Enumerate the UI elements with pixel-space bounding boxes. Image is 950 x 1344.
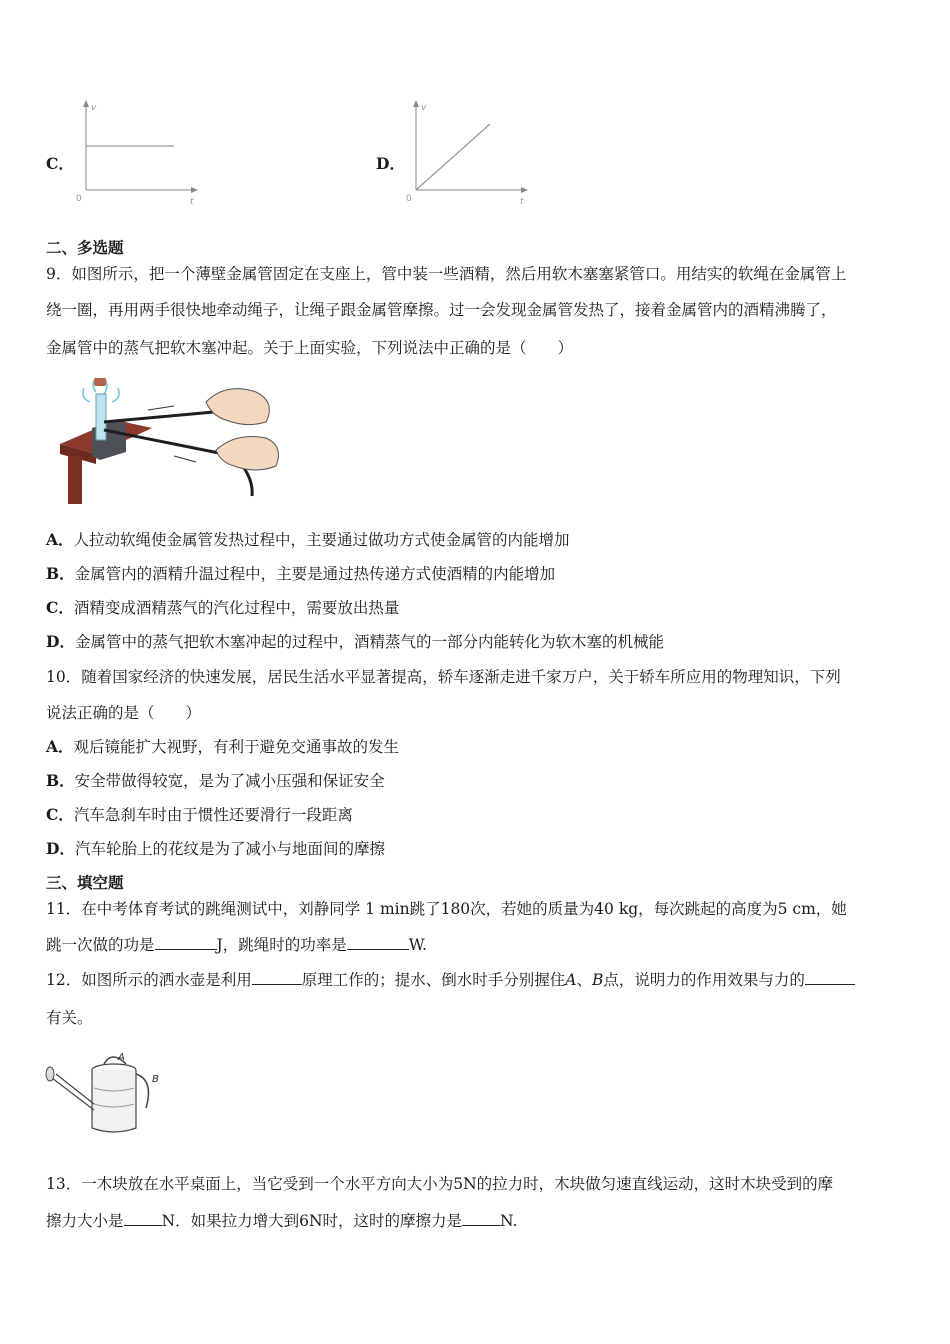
section-2-heading: 二、多选题: [46, 238, 124, 257]
spout-rose: [46, 1067, 54, 1081]
q11-text-line1: 11．在中考体育考试的跳绳测试中，刘静同学 1 min跳了180次，若她的质量为40 kg，每次跳起的高度为5 cm，她: [46, 900, 847, 918]
graph-d-y-label: v: [421, 103, 427, 113]
graph-d: [400, 98, 535, 208]
q13-text-line2: 擦力大小是 N．如果拉力增大到6N时，这时的摩擦力是 N.: [46, 1212, 518, 1230]
q9-figure-metal-tube: [56, 372, 286, 507]
q9-text-line3: 金属管中的蒸气把软木塞冲起。关于上面实验，下列说法中正确的是（ ）: [46, 339, 574, 357]
graph-c-x-label: t: [190, 197, 194, 207]
graph-d-y-arrow: [413, 100, 419, 107]
q13-blank-friction-2: [462, 1211, 500, 1226]
q9-option-a: A．人拉动软绳使金属管发热过程中，主要通过做功方式使金属管的内能增加: [46, 530, 570, 549]
can-spout: [52, 1074, 94, 1110]
q10-option-d: D．汽车轮胎上的花纹是为了减小与地面间的摩擦: [46, 839, 385, 858]
q9-text-line2: 绕一圈，再用两手很快地牵动绳子，让绳子跟金属管摩擦。过一会发现金属管发热了，接着金属管内的酒精沸腾了，: [46, 301, 837, 319]
q10-option-a: A．观后镜能扩大视野，有利于避免交通事故的发生: [46, 737, 400, 756]
graph-c-x-arrow: [191, 187, 198, 193]
q13-blank-friction-1: [124, 1211, 162, 1226]
q12-blank-principle: [252, 970, 302, 985]
graph-d-x-label: t: [520, 197, 524, 207]
graph-c: [70, 98, 205, 208]
q12-text-line2: 有关。: [46, 1009, 93, 1027]
q10-text-line1: 10．随着国家经济的快速发展，居民生活水平显著提高，轿车逐渐走进千家万户，关于轿车所应用的物理知识，下列: [46, 668, 841, 686]
label-b: B: [152, 1074, 159, 1085]
q12-blank-factor: [805, 970, 855, 985]
stand-leg: [68, 456, 82, 504]
graph-d-plot-line: [416, 124, 490, 190]
q13-text-line1: 13．一木块放在水平桌面上，当它受到一个水平方向大小为5N的拉力时，木块做匀速直线运动，这时木块受到的摩: [46, 1175, 834, 1193]
q9-option-b: B．金属管内的酒精升温过程中，主要是通过热传递方式使酒精的内能增加: [46, 564, 556, 583]
option-c-label: C．: [46, 154, 74, 173]
q10-text-line2: 说法正确的是（ ）: [46, 704, 202, 722]
q11-blank-work: [155, 935, 217, 950]
graph-d-x-arrow: [521, 187, 528, 193]
q10-option-b: B．安全带做得较宽，是为了减小压强和保证安全: [46, 771, 385, 790]
q11-blank-power: [347, 935, 409, 950]
option-d-label: D．: [376, 154, 405, 173]
graph-c-origin: 0: [76, 194, 82, 204]
q12-text-line1: 12．如图所示的洒水壶是利用 原理工作的；提水、倒水时手分别握住A、B点，说明力的作用效果与力的: [46, 968, 855, 990]
graph-c-y-arrow: [83, 100, 89, 107]
graph-c-y-label: v: [91, 103, 97, 113]
can-body: [92, 1070, 136, 1132]
graph-d-origin: 0: [406, 194, 412, 204]
arrow-left: [148, 406, 174, 410]
hand-upper: [206, 389, 269, 425]
q9-text-line1: 9．如图所示，把一个薄壁金属管固定在支座上，管中装一些酒精，然后用软木塞塞紧管口。用结实的软绳在金属管上: [46, 265, 847, 283]
label-a: A: [118, 1052, 125, 1063]
metal-tube: [96, 394, 106, 440]
q9-option-c: C．酒精变成酒精蒸气的汽化过程中，需要放出热量: [46, 598, 400, 617]
q12-figure-watering-can: [42, 1048, 172, 1140]
q11-text-line2: 跳一次做的功是 J，跳绳时的功率是 W.: [46, 936, 427, 954]
q9-option-d: D．金属管中的蒸气把软木塞冲起的过程中，酒精蒸气的一部分内能转化为软木塞的机械能: [46, 632, 664, 651]
back-handle: [136, 1074, 148, 1108]
arrow-right: [174, 456, 196, 462]
q10-option-c: C．汽车急刹车时由于惯性还要滑行一段距离: [46, 805, 353, 824]
hand-lower: [216, 437, 278, 471]
cork: [94, 378, 106, 386]
section-3-heading: 三、填空题: [46, 873, 124, 892]
